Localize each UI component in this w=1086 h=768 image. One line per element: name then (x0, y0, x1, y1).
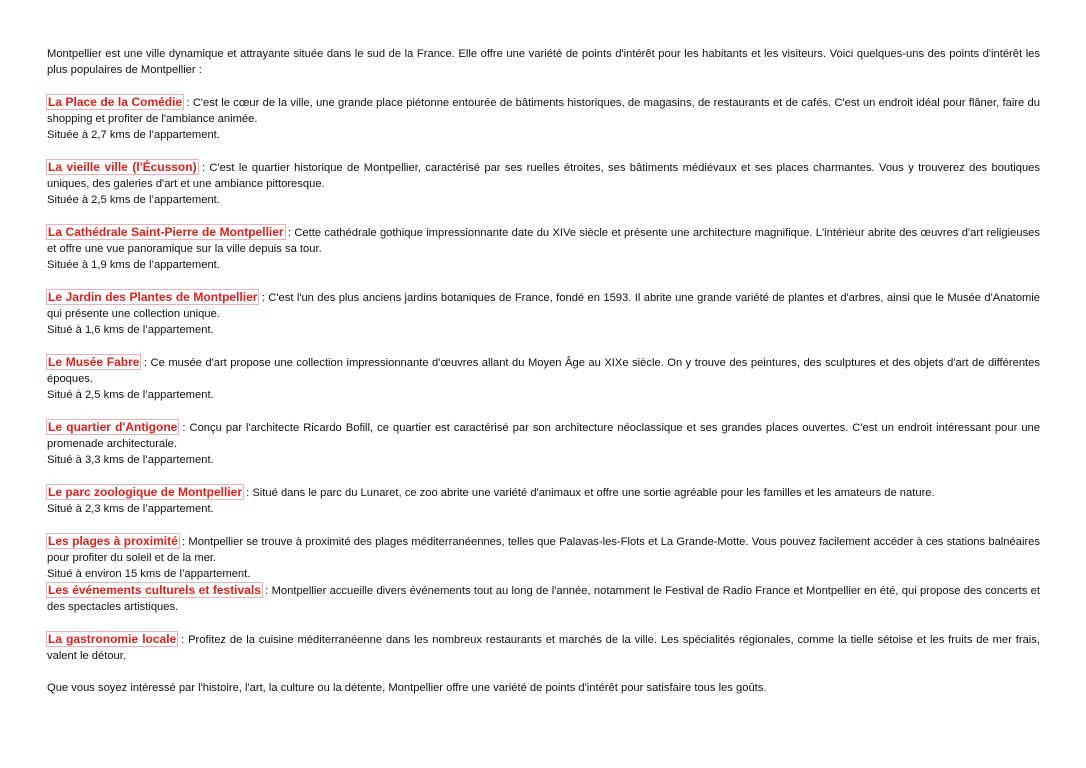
poi-title: Les événements culturels et festivals (48, 583, 261, 597)
poi-distance: Situé à 1,6 kms de l’appartement. (47, 324, 214, 336)
poi-description: : Ce musée d'art propose une collection impressionnante d'œuvres allant du Moyen Âge au XIXe siècle. On y trouve des peintures, des sculptures et des objets d'art de différentes époques. (47, 357, 1040, 385)
poi-description: : Montpellier se trouve à proximité des plages méditerranéennes, telles que Palavas-les-Flots et La Grande-Motte. Vous pouvez facilement accéder à ces stations balnéaires pour profiter du soleil et de la mer. (47, 536, 1040, 564)
poi-title: Les plages à proximité (48, 534, 178, 548)
poi-description: : Montpellier accueille divers événements tout au long de l'année, notamment le Festival de Radio France et Montpellier en été, qui propose des concerts et des spectacles artistiques. (47, 585, 1040, 613)
poi-title: Le Musée Fabre (48, 355, 140, 369)
poi-description: : Situé dans le parc du Lunaret, ce zoo abrite une variété d'animaux et offre une sortie agréable pour les familles et les amateurs de nature. (243, 487, 935, 499)
poi-title: La vieille ville (l'Écusson) (48, 160, 197, 174)
poi-distance: Situé à environ 15 kms de l’appartement. (47, 568, 251, 580)
poi-description: : C'est le quartier historique de Montpellier, caractérisé par ses ruelles étroites, ses bâtiments médiévaux et ses places charmantes. Vous y trouverez des boutiques uniques, des galeries d'art et une ambiance pittoresque. (47, 162, 1040, 190)
poi-title: Le Jardin des Plantes de Montpellier (48, 290, 258, 304)
poi-title: La gastronomie locale (48, 632, 177, 646)
poi-distance: Situé à 2,3 kms de l’appartement. (47, 503, 214, 515)
outro-paragraph: Que vous soyez intéressé par l'histoire, l'art, la culture ou la détente, Montpellier offre une variété de points d'intérêt pour satisfaire tous les goûts. (47, 682, 767, 694)
poi-title: La Place de la Comédie (48, 95, 183, 109)
poi-distance: Située à 1,9 kms de l’appartement. (47, 259, 220, 271)
poi-description: : Conçu par l'architecte Ricardo Bofill, ce quartier est caractérisé par son architecture néoclassique et ses grandes places ouvertes. C'est un endroit intéressant pour une promenade architecturale. (47, 422, 1040, 450)
document-page (47, 46, 1040, 696)
poi-vieille-ville (47, 159, 1040, 208)
poi-distance: Situé à 3,3 kms de l’appartement. (47, 454, 214, 466)
poi-title: Le parc zoologique de Montpellier (48, 485, 243, 499)
poi-gastronomie (47, 631, 1040, 664)
points-of-interest-list (47, 94, 1040, 664)
poi-title: La Cathédrale Saint-Pierre de Montpellier (48, 225, 284, 239)
poi-musee-fabre (47, 354, 1040, 403)
poi-place-comedie (47, 94, 1040, 143)
poi-evenements (47, 582, 1040, 615)
poi-description: : Cette cathédrale gothique impressionnante date du XIVe siècle et présente une architecture magnifique. L'intérieur abrite des œuvres d'art religieuses et offre une vue panoramique sur la ville depuis sa tour. (47, 227, 1040, 255)
intro-paragraph: Montpellier est une ville dynamique et attrayante située dans le sud de la France. Elle offre une variété de points d'intérêt pour les habitants et les visiteurs. Voici quelques-uns des points d'intérêt les plus populaires de Montpellier : (47, 48, 1040, 76)
poi-antigone (47, 419, 1040, 468)
poi-distance: Situé à 2,5 kms de l’appartement. (47, 389, 214, 401)
poi-distance: Située à 2,5 kms de l’appartement. (47, 194, 220, 206)
poi-distance: Située à 2,7 kms de l’appartement. (47, 129, 220, 141)
poi-plages (47, 533, 1040, 582)
poi-parc-zoologique (47, 484, 1040, 517)
poi-jardin-plantes (47, 289, 1040, 338)
poi-description: : C'est l'un des plus anciens jardins botaniques de France, fondé en 1593. Il abrite une grande variété de plantes et d'arbres, ainsi que le Musée d'Anatomie qui présente une collection unique. (47, 292, 1040, 320)
poi-description: : Profitez de la cuisine méditerranéenne dans les nombreux restaurants et marchés de la ville. Les spécialités régionales, comme la tielle sétoise et les fruits de mer frais, valent le détour. (47, 634, 1040, 662)
poi-description: : C'est le cœur de la ville, une grande place piétonne entourée de bâtiments historiques, de magasins, de restaurants et de cafés. C'est un endroit idéal pour flâner, faire du shopping et profiter de l'ambiance animée. (47, 97, 1041, 125)
poi-cathedrale (47, 224, 1040, 273)
poi-title: Le quartier d'Antigone (48, 420, 178, 434)
